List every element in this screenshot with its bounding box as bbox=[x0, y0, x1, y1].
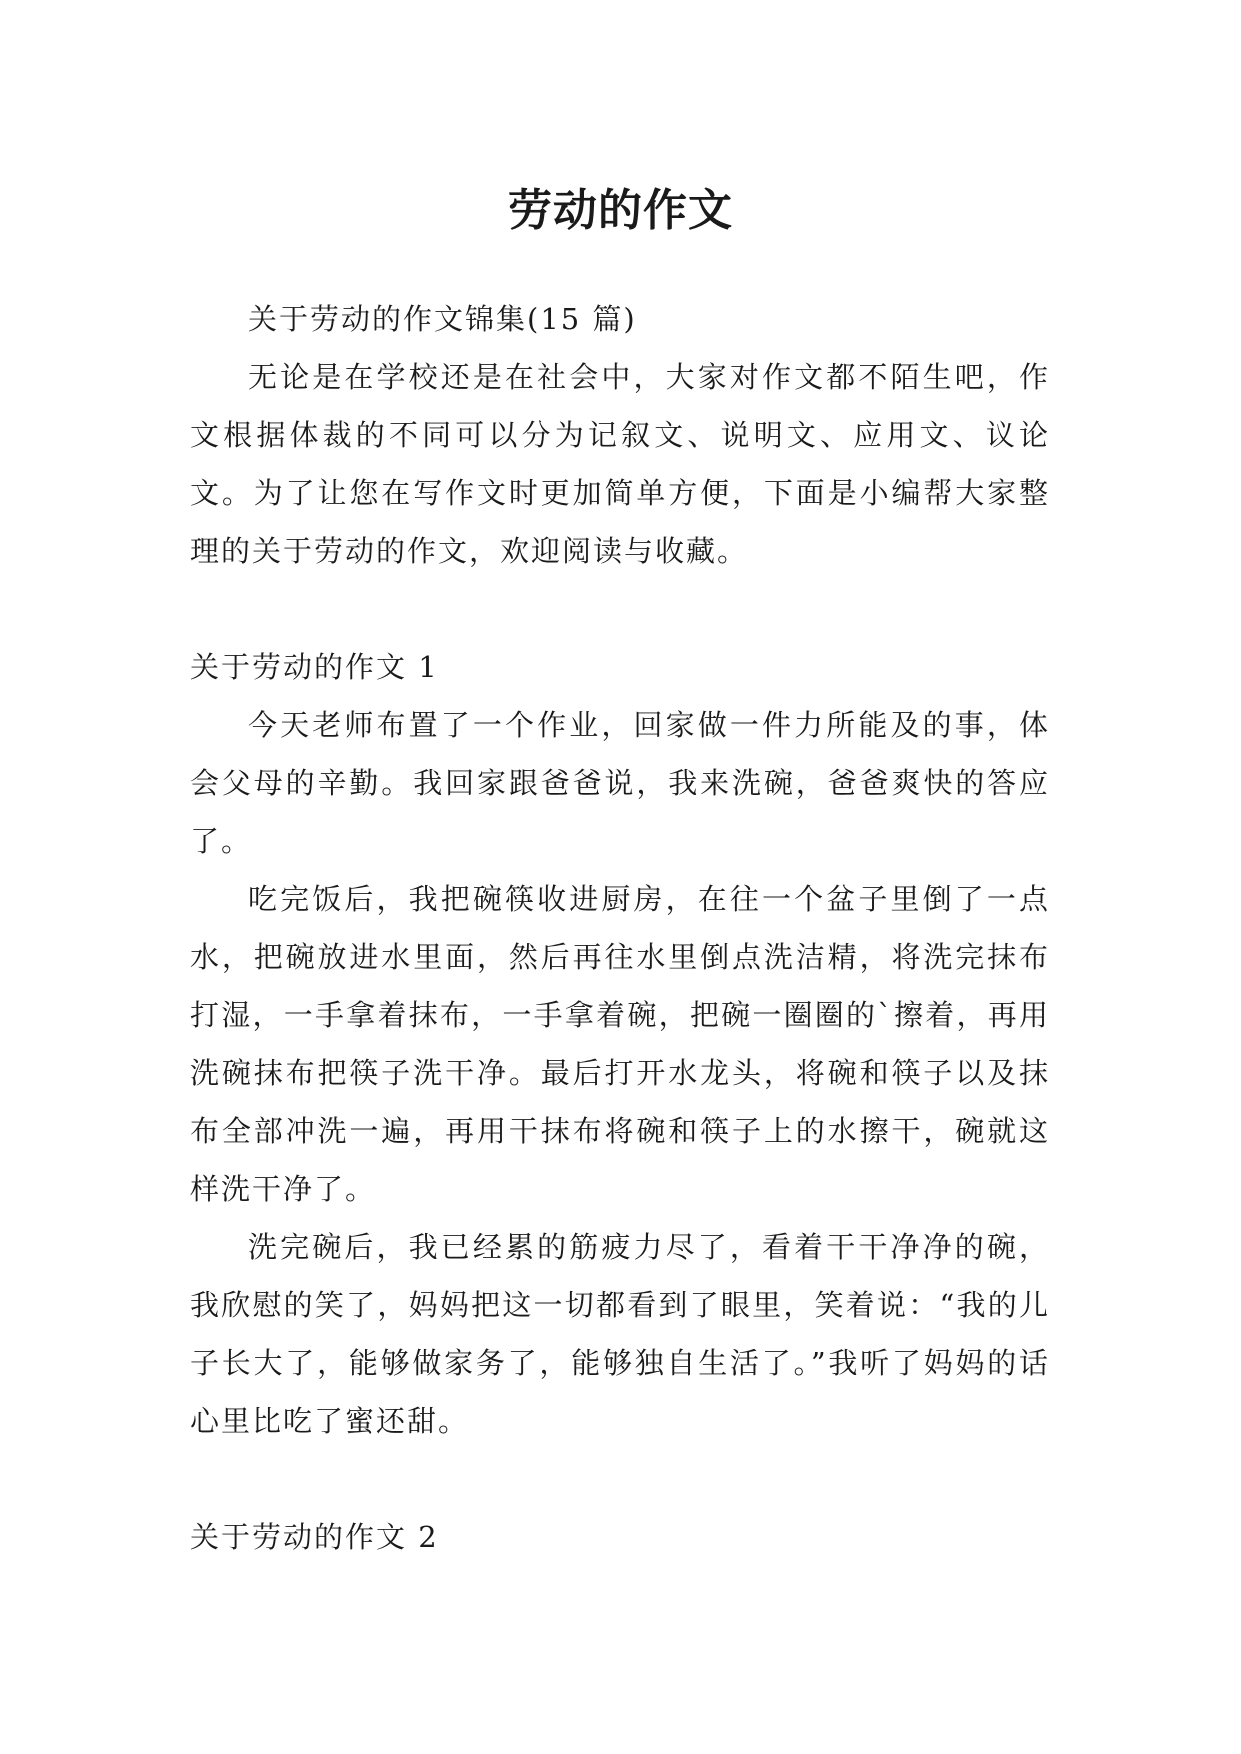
document-body bbox=[190, 290, 1050, 1566]
section-1-paragraph-3: 洗完碗后，我已经累的筋疲力尽了，看着干干净净的碗，我欣慰的笑了，妈妈把这一切都看到了眼里，笑着说：“我的儿子长大了，能够做家务了，能够独自生活了。”我听了妈妈的话心里比吃了蜜还甜。 bbox=[190, 1230, 1050, 1438]
document-title: 劳动的作文 bbox=[508, 185, 733, 237]
section-1-paragraph-1: 今天老师布置了一个作业，回家做一件力所能及的事，体会父母的辛勤。我回家跟爸爸说，我来洗碗，爸爸爽快的答应了。 bbox=[190, 708, 1050, 858]
intro-paragraph: 无论是在学校还是在社会中，大家对作文都不陌生吧，作文根据体裁的不同可以分为记叙文、说明文、应用文、议论文。为了让您在写作文时更加简单方便，下面是小编帮大家整理的关于劳动的作文，欢迎阅读与收藏。 bbox=[190, 360, 1050, 568]
document-subtitle: 关于劳动的作文锦集(15 篇) bbox=[248, 302, 637, 336]
section-heading-1: 关于劳动的作文 1 bbox=[190, 650, 439, 684]
section-heading-2: 关于劳动的作文 2 bbox=[190, 1520, 439, 1554]
section-1-paragraph-2: 吃完饭后，我把碗筷收进厨房，在往一个盆子里倒了一点水，把碗放进水里面，然后再往水里倒点洗洁精，将洗完抹布打湿，一手拿着抹布，一手拿着碗，把碗一圈圈的`擦着，再用洗碗抹布把筷子洗干净。最后打开水龙头，将碗和筷子以及抹布全部冲洗一遍，再用干抹布将碗和筷子上的水擦干，碗就这样洗干净了。 bbox=[190, 882, 1050, 1206]
